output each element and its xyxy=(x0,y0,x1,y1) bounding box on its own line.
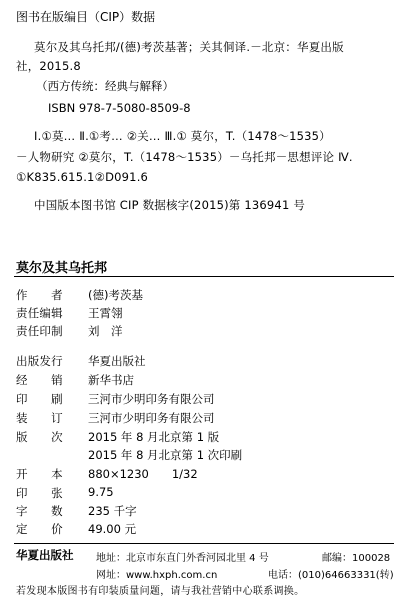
pub-value-price: 49.00 元 xyxy=(88,522,137,536)
pub-label-sheets: 印 张 xyxy=(16,486,63,500)
pub-label-printer: 印 刷 xyxy=(16,392,63,406)
credit-label-editor: 责任编辑 xyxy=(16,306,63,320)
pub-label-price: 定 价 xyxy=(16,522,63,536)
footer-notice: 若发现本版图书有印装质量问题，请与我社营销中心联系调换。 xyxy=(16,586,305,597)
pub-label-distribution: 出版发行 xyxy=(16,354,63,368)
pub-value-format: 880×1230 1/32 xyxy=(88,467,198,481)
cip-line-1: 莫尔及其乌托邦/(德)考茨基著；关其侗译.－北京：华夏出版 xyxy=(34,40,344,54)
pub-value-sheets: 9.75 xyxy=(88,485,114,499)
pub-label-format: 开 本 xyxy=(16,467,63,481)
pub-value-distribution: 华夏出版社 xyxy=(88,354,146,368)
pub-label-binding: 装 订 xyxy=(16,411,63,425)
footer-address: 地址：北京市东直门外香河园北里 4 号 xyxy=(96,553,269,564)
pub-value-printer: 三河市少明印务有限公司 xyxy=(88,392,215,406)
credit-label-printing-manager: 责任印制 xyxy=(16,324,63,338)
title-divider xyxy=(14,276,394,277)
credit-label-author: 作 者 xyxy=(16,288,63,302)
cip-series: （西方传统：经典与解释） xyxy=(36,79,174,93)
pub-value-binding: 三河市少明印务有限公司 xyxy=(88,411,215,425)
pub-value-word-count: 235 千字 xyxy=(88,504,137,518)
pub-label-seller: 经 销 xyxy=(16,373,63,387)
cip-line-2: 社，2015.8 xyxy=(16,59,81,73)
cip-isbn: ISBN 978-7-5080-8509-8 xyxy=(48,101,191,115)
cip-record-number: 中国版本图书馆 CIP 数据核字(2015)第 136941 号 xyxy=(34,198,306,212)
pub-value-printing: 2015 年 8 月北京第 1 次印刷 xyxy=(88,448,243,462)
credit-value-author: (德)考茨基 xyxy=(88,288,143,302)
credit-value-editor: 王霄翎 xyxy=(88,306,123,320)
credit-value-printing-manager: 刘 洋 xyxy=(88,324,123,338)
pub-value-edition: 2015 年 8 月北京第 1 版 xyxy=(88,430,220,444)
pub-value-seller: 新华书店 xyxy=(88,373,134,387)
cip-heading: 图书在版编目（CIP）数据 xyxy=(16,10,156,24)
book-title: 莫尔及其乌托邦 xyxy=(16,261,108,276)
pub-label-edition: 版 次 xyxy=(16,430,63,444)
footer-website: 网址：www.hxph.com.cn xyxy=(96,570,218,581)
cip-subject-line-1: Ⅰ.①莫… Ⅱ.①考… ②关… Ⅲ.① 莫尔，T.（1478～1535） xyxy=(34,129,331,143)
footer-divider xyxy=(14,543,394,544)
cip-classification: ①K835.615.1②D091.6 xyxy=(16,170,149,184)
pub-label-word-count: 字 数 xyxy=(16,504,63,518)
footer-postcode: 邮编：100028 xyxy=(322,553,391,564)
cip-subject-line-2: －人物研究 ②莫尔，T.（1478～1535）－乌托邦－思想评论 Ⅳ. xyxy=(16,150,353,164)
footer-phone: 电话：(010)64663331(转) xyxy=(268,570,394,581)
footer-publisher: 华夏出版社 xyxy=(16,548,74,562)
